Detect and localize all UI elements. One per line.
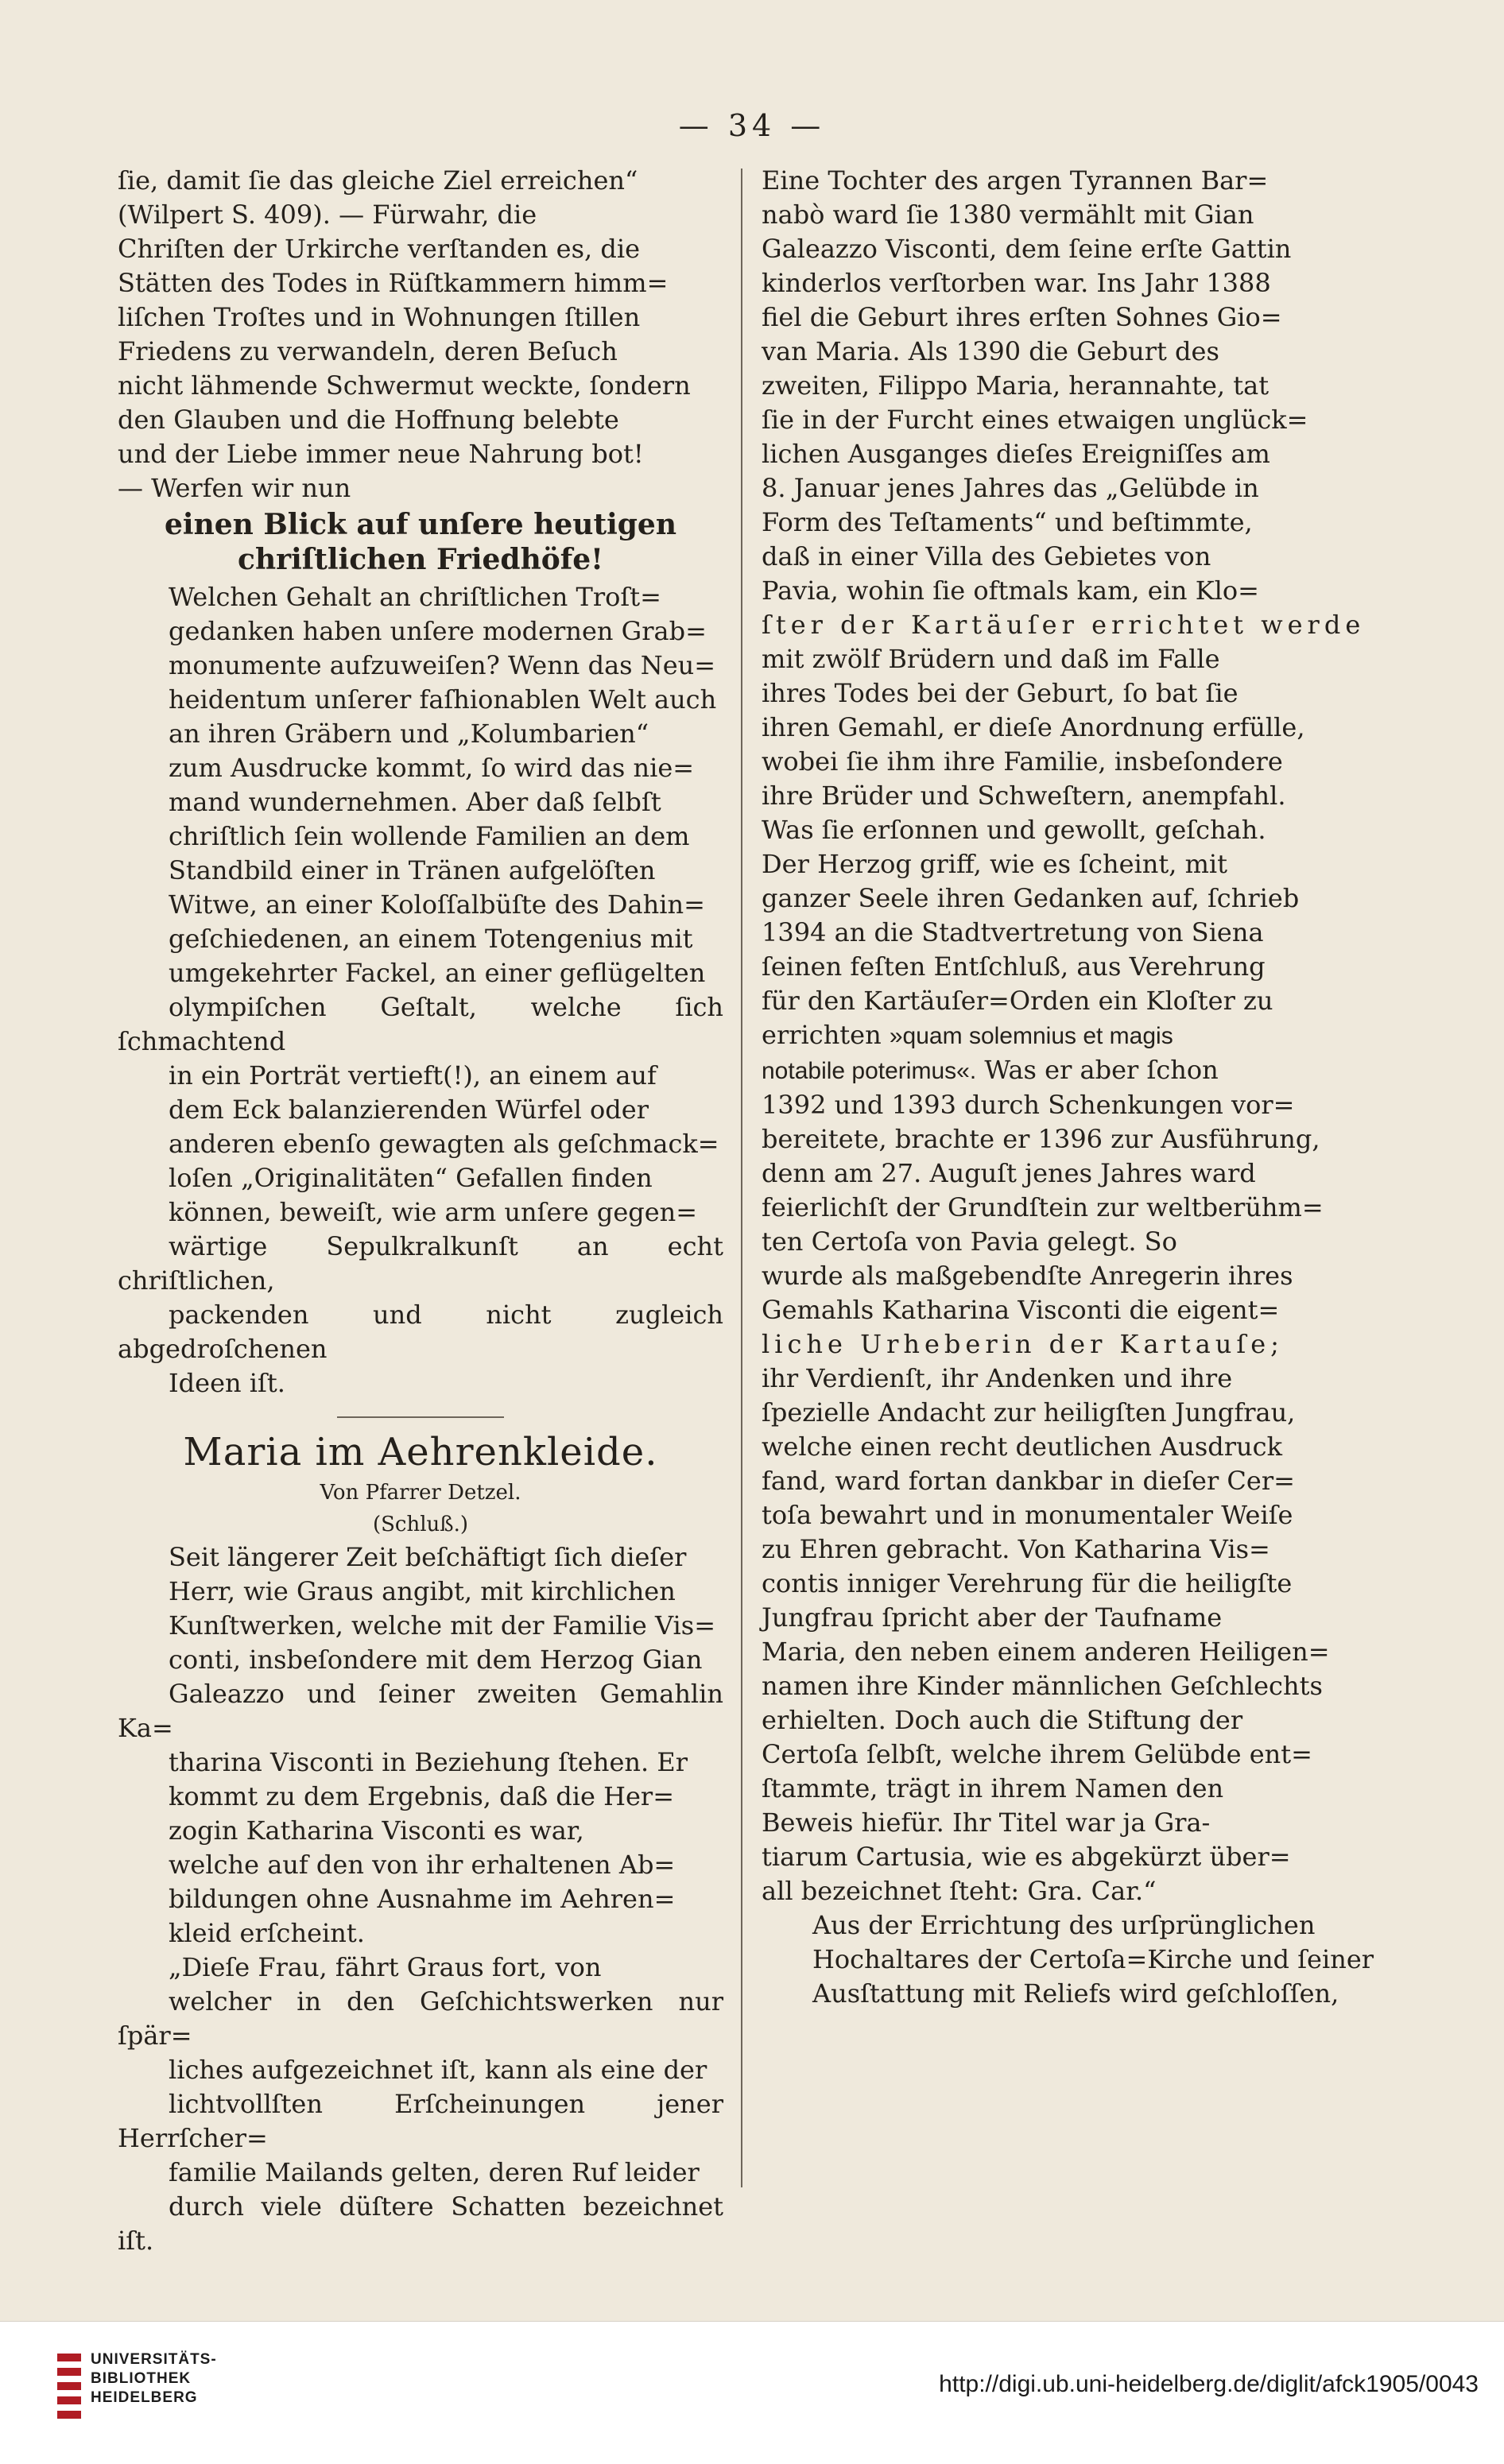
text-line: 8. Januar jenes Jahres das „Gelübde in — [762, 473, 1259, 503]
text-line: chriſtlich ſein wollende Familien an dem — [169, 821, 690, 851]
text-line: ſter der Kartäuſer errichtet werde — [762, 610, 1366, 640]
text-line — [762, 1053, 1375, 1088]
text-line: van Maria. Als 1390 die Geburt des — [762, 336, 1219, 366]
text-line: kinderlos verſtorben war. Ins Jahr 1388 — [762, 268, 1271, 298]
text-line: für den Kartäuſer=Orden ein Kloſter zu — [762, 986, 1273, 1016]
text-line: Friedens zu verwandeln, deren Beſuch — [118, 336, 618, 366]
text-line: liches aufgezeichnet iſt, kann als eine der — [169, 2055, 707, 2085]
logo-text — [91, 2350, 217, 2408]
text-line: ganzer Seele ihren Gedanken auf, ſchrieb — [762, 883, 1300, 913]
text-line: Stätten des Todes in Rüſtkammern himm= — [118, 268, 669, 298]
right-paragraph-2 — [762, 1908, 1375, 2011]
text-line: Galeazzo Visconti, dem ſeine erſte Gattin — [762, 234, 1292, 264]
text-line: Hochaltares der Certoſa=Kirche und ſeiner — [812, 1944, 1374, 1974]
text-line: können, beweiſt, wie arm unſere gegen= — [169, 1197, 698, 1227]
text-fragment: Was er aber ſchon — [976, 1055, 1219, 1085]
text-line: und der Liebe immer neue Nahrung bot! — [118, 439, 644, 469]
text-line: geſchiedenen, an einem Totengenius mit — [169, 924, 693, 954]
text-line: erhielten. Doch auch die Stiftung der — [762, 1705, 1243, 1735]
text-line: bereitete, brachte er 1396 zur Ausführung, — [762, 1124, 1320, 1154]
latin-quote: »quam solemnius et magis — [889, 1023, 1173, 1049]
text-line: — Werfen wir nun — [118, 473, 351, 503]
text-line: Jungfrau ſpricht aber der Taufname — [762, 1602, 1223, 1633]
text-line: kleid erſcheint. — [169, 1918, 365, 1948]
text-line: ihr Verdienſt, ihr Andenken und ihre — [762, 1363, 1233, 1393]
text-line: mand wundernehmen. Aber daß ſelbſt — [169, 787, 661, 817]
text-line: ihre Brüder und Schweſtern, anempfahl. — [762, 781, 1286, 811]
section-divider — [337, 1416, 504, 1418]
text-line: „Dieſe Frau, fährt Graus fort, von — [169, 1952, 602, 1982]
text-line: namen ihre Kinder männlichen Geſchlechts — [762, 1671, 1323, 1701]
text-line: umgekehrter Fackel, an einer geflügelten — [169, 958, 706, 988]
column-divider — [741, 169, 742, 2187]
text-line: ſie, damit ſie das gleiche Ziel erreichen“ — [118, 165, 638, 196]
text-line: anderen ebenſo gewagten als geſchmack= — [169, 1129, 719, 1159]
right-paragraph-1 — [762, 164, 1375, 1908]
viewer-footer — [0, 2321, 1504, 2464]
text-line: welcher in den Geſchichtswerken nur ſpär= — [118, 1986, 723, 2051]
text-line: Ideen iſt. — [169, 1368, 285, 1398]
text-line: 1392 und 1393 durch Schenkungen vor= — [762, 1090, 1295, 1120]
text-line: wärtige Sepulkralkunſt an echt chriſtlichen, — [118, 1231, 723, 1296]
text-line: heidentum unſerer faſhionablen Welt auch — [169, 684, 717, 715]
text-line: durch viele düſtere Schatten bezeichnet iſt. — [118, 2191, 723, 2256]
text-line: tharina Visconti in Beziehung ſtehen. Er — [169, 1747, 688, 1777]
left-column — [118, 164, 723, 2258]
text-line: ſpezielle Andacht zur heiligſten Jungfrau, — [762, 1397, 1296, 1428]
text-line: fiel die Geburt ihres erſten Sohnes Gio= — [762, 302, 1282, 332]
text-line: Galeazzo und ſeiner zweiten Gemahlin Ka= — [118, 1679, 723, 1743]
text-line: nabò ward ſie 1380 vermählt mit Gian — [762, 200, 1254, 230]
logo-line: HEIDELBERG — [91, 2389, 198, 2406]
logo-mark-icon — [57, 2354, 81, 2433]
text-line: dem Eck balanzierenden Würfel oder — [169, 1094, 649, 1125]
logo-line: BIBLIOTHEK — [91, 2370, 192, 2387]
text-line: conti, insbeſondere mit dem Herzog Gian — [169, 1645, 703, 1675]
text-line: ihren Gemahl, er dieſe Anordnung erfülle, — [762, 712, 1305, 742]
right-column — [762, 164, 1375, 2011]
text-line: olympiſchen Geſtalt, welche ſich ſchmachtend — [118, 992, 723, 1056]
article-title: Maria im Aehrenkleide. — [183, 1430, 658, 1474]
text-line: den Glauben und die Hoffnung belebte — [118, 405, 619, 435]
text-line: monumente aufzuweiſen? Wenn das Neu= — [169, 650, 716, 680]
text-line: welche auf den von ihr erhaltenen Ab= — [169, 1850, 676, 1880]
text-line: tiarum Cartusia, wie es abgekürzt über= — [762, 1842, 1291, 1872]
text-line: Chriſten der Urkirche verſtanden es, die — [118, 234, 641, 264]
text-line: Witwe, an einer Koloſſalbüſte des Dahin= — [169, 889, 705, 920]
left-paragraph-4 — [118, 1951, 723, 2258]
text-line: Certoſa ſelbſt, welche ihrem Gelübde ent= — [762, 1739, 1312, 1769]
text-line: an ihren Gräbern und „Kolumbarien“ — [169, 719, 649, 749]
text-line: fand, ward fortan dankbar in dieſer Cer= — [762, 1466, 1295, 1496]
text-line: zogin Katharina Visconti es war, — [169, 1815, 584, 1846]
permalink-url[interactable]: http://digi.ub.uni-heidelberg.de/diglit/afck1905/0043 — [939, 2371, 1479, 2397]
text-line: zu Ehren gebracht. Von Katharina Vis= — [762, 1534, 1270, 1564]
text-line — [762, 1018, 1375, 1053]
text-line: Aus der Errichtung des urſprünglichen — [812, 1910, 1316, 1940]
text-line: ſtammte, trägt in ihrem Namen den — [762, 1773, 1224, 1803]
text-line: daß in einer Villa des Gebietes von — [762, 541, 1211, 571]
text-line: ten Certoſa von Pavia gelegt. So — [762, 1226, 1177, 1257]
text-line: ſie in der Furcht eines etwaigen unglück= — [762, 405, 1308, 435]
text-line: Pavia, wohin ſie oftmals kam, ein Klo= — [762, 575, 1259, 606]
text-line: ihres Todes bei der Geburt, ſo bat ſie — [762, 678, 1238, 708]
text-line: in ein Porträt vertieft(!), an einem auf — [169, 1060, 657, 1091]
text-line: Ausſtattung mit Reliefs wird geſchloſſen, — [812, 1978, 1339, 2009]
text-line: mit zwölf Brüdern und daß im Falle — [762, 644, 1220, 674]
text-line: Beweis hiefür. Ihr Titel war ja Gra- — [762, 1807, 1211, 1838]
text-line: ſeinen feſten Entſchluß, aus Verehrung — [762, 951, 1266, 982]
text-line: Herr, wie Graus angibt, mit kirchlichen — [169, 1576, 676, 1606]
text-line: wurde als maßgebendſte Anregerin ihres — [762, 1261, 1293, 1291]
text-line: Kunſtwerken, welche mit der Familie Vis= — [169, 1610, 716, 1641]
left-paragraph-2 — [118, 580, 723, 1401]
article-byline: Von Pfarrer Detzel. — [320, 1481, 521, 1505]
text-line: Seit längerer Zeit beſchäftigt ſich dieſer — [169, 1542, 687, 1572]
text-line: contis inniger Verehrung für die heiligſte — [762, 1568, 1293, 1598]
text-line: Maria, den neben einem anderen Heiligen= — [762, 1637, 1330, 1667]
text-line: denn am 27. Auguſt jenes Jahres ward — [762, 1158, 1256, 1188]
text-line: wobei ſie ihm ihre Familie, insbeſondere — [762, 746, 1283, 777]
page-number: — 34 — — [678, 108, 826, 143]
left-paragraph-3 — [118, 1540, 723, 1951]
text-line: Standbild einer in Tränen aufgelöſten — [169, 855, 656, 885]
text-line: Welchen Gehalt an chriſtlichen Troſt= — [169, 582, 661, 612]
text-line: liche Urheberin der Kartauſe; — [762, 1329, 1284, 1359]
text-line: Der Herzog griff, wie es ſcheint, mit — [762, 849, 1227, 879]
text-line: lichtvollſten Erſcheinungen jener Herrſcher= — [118, 2089, 723, 2153]
subheading-line: chriſtlichen Friedhöfe! — [238, 543, 603, 576]
text-line: (Wilpert S. 409). — Fürwahr, die — [118, 200, 537, 230]
text-line: nicht lähmende Schwermut weckte, ſondern — [118, 370, 691, 401]
text-line: loſen „Originalitäten“ Gefallen finden — [169, 1163, 653, 1193]
text-line: bildungen ohne Ausnahme im Aehren= — [169, 1884, 676, 1914]
left-paragraph-1 — [118, 164, 723, 506]
text-line: liſchen Troſtes und in Wohnungen ſtillen — [118, 302, 641, 332]
latin-quote: notabile poterimus«. — [762, 1058, 977, 1084]
text-line: kommt zu dem Ergebnis, daß die Her= — [169, 1781, 675, 1811]
text-line: Was ſie erſonnen und gewollt, geſchah. — [762, 815, 1266, 845]
text-fragment: errichten — [762, 1020, 890, 1050]
text-line: Form des Teſtaments“ und beſtimmte, — [762, 507, 1253, 537]
text-line: zweiten, Filippo Maria, herannahte, tat — [762, 370, 1269, 401]
text-line: familie Mailands gelten, deren Ruf leider — [169, 2157, 700, 2187]
text-line: all bezeichnet ſteht: Gra. Car.“ — [762, 1876, 1157, 1906]
logo-line: UNIVERSITÄTS- — [91, 2351, 217, 2368]
text-line: welche einen recht deutlichen Ausdruck — [762, 1432, 1282, 1462]
text-line: packenden und nicht zugleich abgedroſchenen — [118, 1300, 723, 1364]
library-logo[interactable] — [57, 2322, 264, 2464]
subheading-line: einen Blick auf unſere heutigen — [164, 508, 676, 541]
text-line: gedanken haben unſere modernen Grab= — [169, 616, 707, 646]
text-line: 1394 an die Stadtvertretung von Siena — [762, 917, 1264, 947]
section-subheading — [118, 507, 723, 577]
text-line: lichen Ausganges dieſes Ereigniſſes am — [762, 439, 1270, 469]
text-line: toſa bewahrt und in monumentaler Weiſe — [762, 1500, 1293, 1530]
text-line: feierlichſt der Grundſtein zur weltberühm= — [762, 1192, 1324, 1222]
continuation-note: (Schluß.) — [372, 1513, 469, 1536]
text-line: Eine Tochter des argen Tyrannen Bar= — [762, 165, 1269, 196]
text-line: Gemahls Katharina Visconti die eigent= — [762, 1295, 1280, 1325]
text-line: zum Ausdrucke kommt, ſo wird das nie= — [169, 753, 695, 783]
